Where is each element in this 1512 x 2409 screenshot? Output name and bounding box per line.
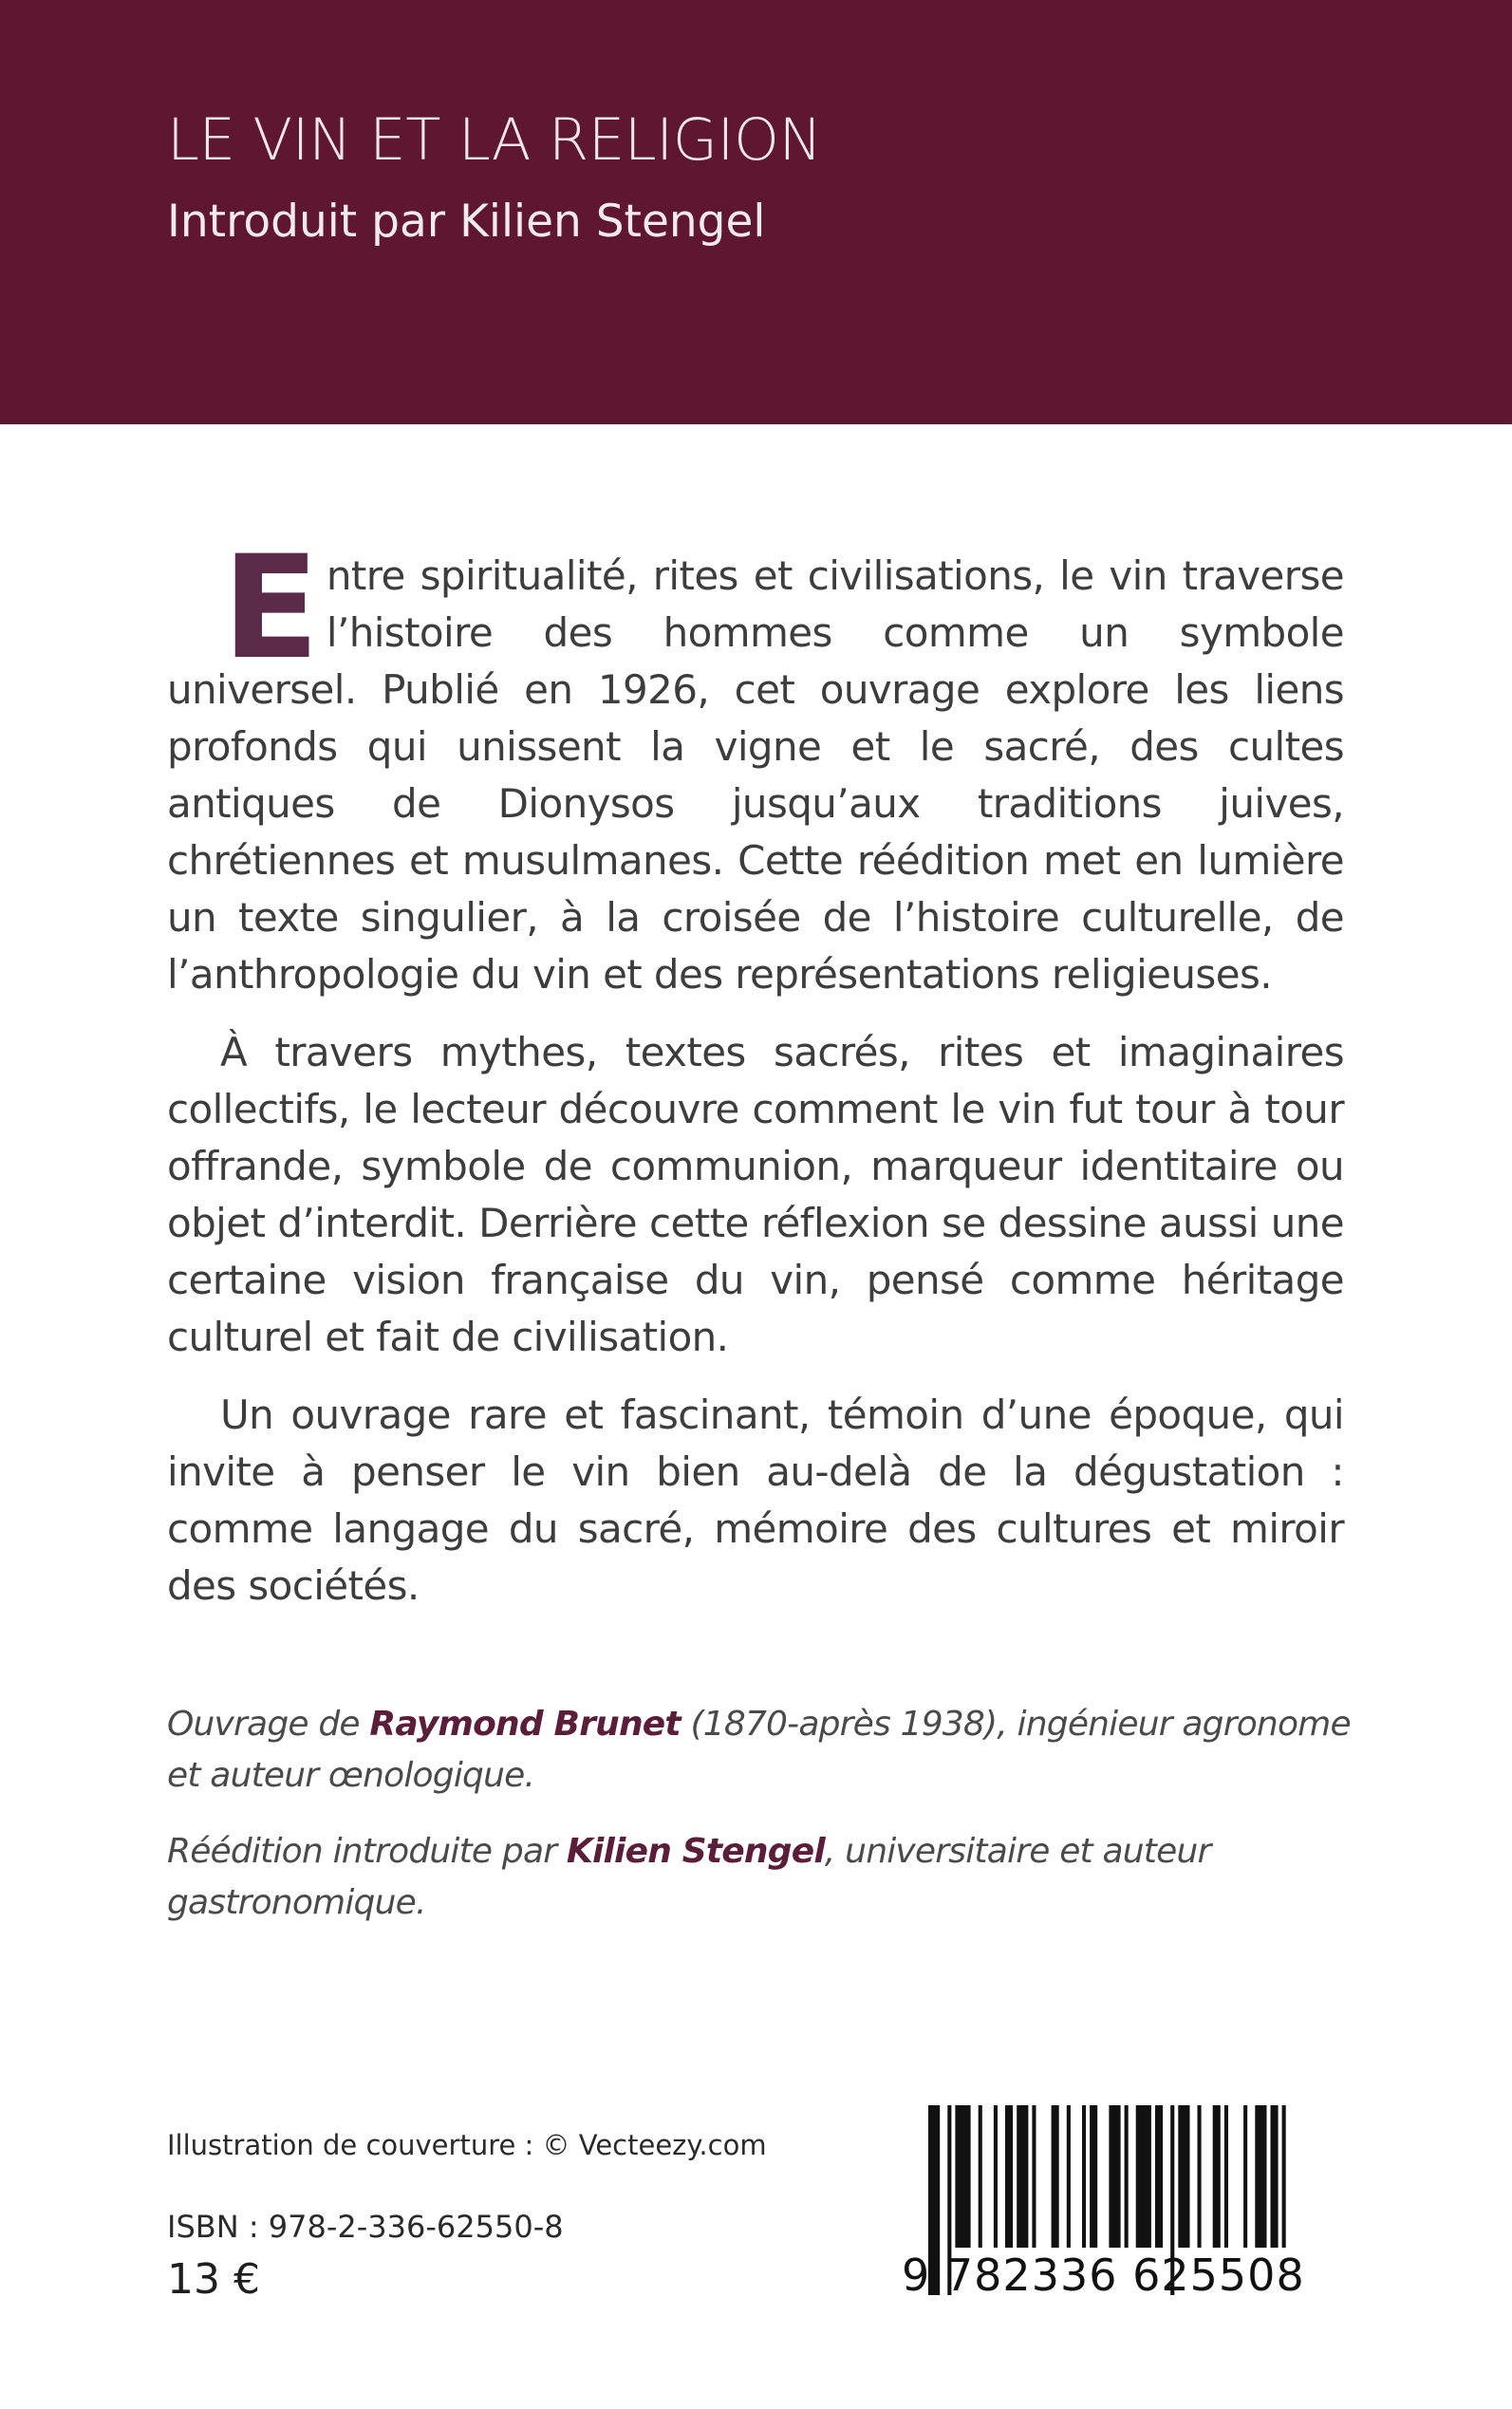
barcode-bar [1109, 2105, 1120, 2248]
illustration-credit: Illustration de couverture : © Vecteezy.com [167, 2129, 767, 2161]
barcode-bar [1224, 2105, 1228, 2248]
isbn-label: ISBN : 978-2-336-62550-8 [167, 2209, 564, 2245]
price-label: 13 € [167, 2255, 260, 2304]
barcode-bar [1052, 2105, 1059, 2248]
barcode-bar [1243, 2105, 1247, 2248]
header-band [0, 0, 1512, 424]
barcode-bar [1136, 2105, 1151, 2248]
barcode-bar [1125, 2105, 1129, 2248]
barcode-bar [1255, 2105, 1266, 2248]
editor-name: Kilien Stengel [566, 1832, 825, 1871]
barcode-bar [1213, 2105, 1221, 2248]
barcode-bar [1032, 2105, 1036, 2248]
blurb-paragraph-2: À travers mythes, textes sacrés, rites et imaginaires collectifs, le lecteur découvre comment le vin fut tour à tour offrande, symbole de communion, marqueur identitaire ou objet d’interdit. Derrière cette réflexion se dessine aussi une certaine vision française du vin, pensé comme héritage culturel et fait de civilisation. [167, 1029, 1344, 1360]
editor-credit: Réédition introduite par Kilien Stengel, universitaire et auteur gastronomique. [167, 1832, 1211, 1922]
barcode-bar [1090, 2105, 1097, 2248]
barcode-bar [1282, 2105, 1286, 2248]
barcode-bar [1178, 2105, 1189, 2248]
barcode-bar [1155, 2105, 1163, 2248]
barcode-digits: 9 782336 625508 [902, 2250, 1305, 2301]
drop-cap: E [222, 526, 319, 691]
blurb-paragraph-1 [167, 526, 1344, 1003]
barcode-bar [1005, 2105, 1013, 2248]
barcode-bar [1067, 2105, 1071, 2248]
barcode-bar [1017, 2105, 1028, 2248]
book-title: LE VIN ET LA RELIGION [167, 106, 822, 174]
barcode [894, 2105, 1305, 2324]
book-subtitle: Introduit par Kilien Stengel [167, 196, 766, 248]
barcode-bar [994, 2105, 998, 2248]
barcode-bar [979, 2105, 982, 2248]
blurb-paragraph-1-text: ntre spiritualité, rites et civilisations, le vin traverse l’histoire des hommes comme un symbole universel. Publié en 1926, cet ouvrage explore les liens profonds qui unissent la vigne et le sacré, des cultes antiques de Dionysos jusqu’aux traditions juives, chrétiennes et musulmanes. Cette réédition met en lumière un texte singulier, à la croisée de l’histoire culturelle, de l’anthropologie du vin et des représentations religieuses. [167, 552, 1344, 998]
barcode-bar [1271, 2105, 1279, 2248]
barcode-bar [1198, 2105, 1202, 2248]
blurb-paragraph-3: Un ouvrage rare et fascinant, témoin d’une époque, qui invite à penser le vin bien au-delà de la dégustation : comme langage du sacré, mémoire des cultures et miroir des sociétés. [167, 1391, 1344, 1609]
barcode-bar [955, 2105, 970, 2248]
barcode-bar [1082, 2105, 1086, 2248]
blurb [167, 526, 1344, 1635]
author-name: Raymond Brunet [369, 1705, 681, 1744]
credits [167, 1699, 1363, 1953]
author-credit: Ouvrage de Raymond Brunet (1870-après 1938), ingénieur agronome et auteur œnologique. [167, 1705, 1351, 1795]
